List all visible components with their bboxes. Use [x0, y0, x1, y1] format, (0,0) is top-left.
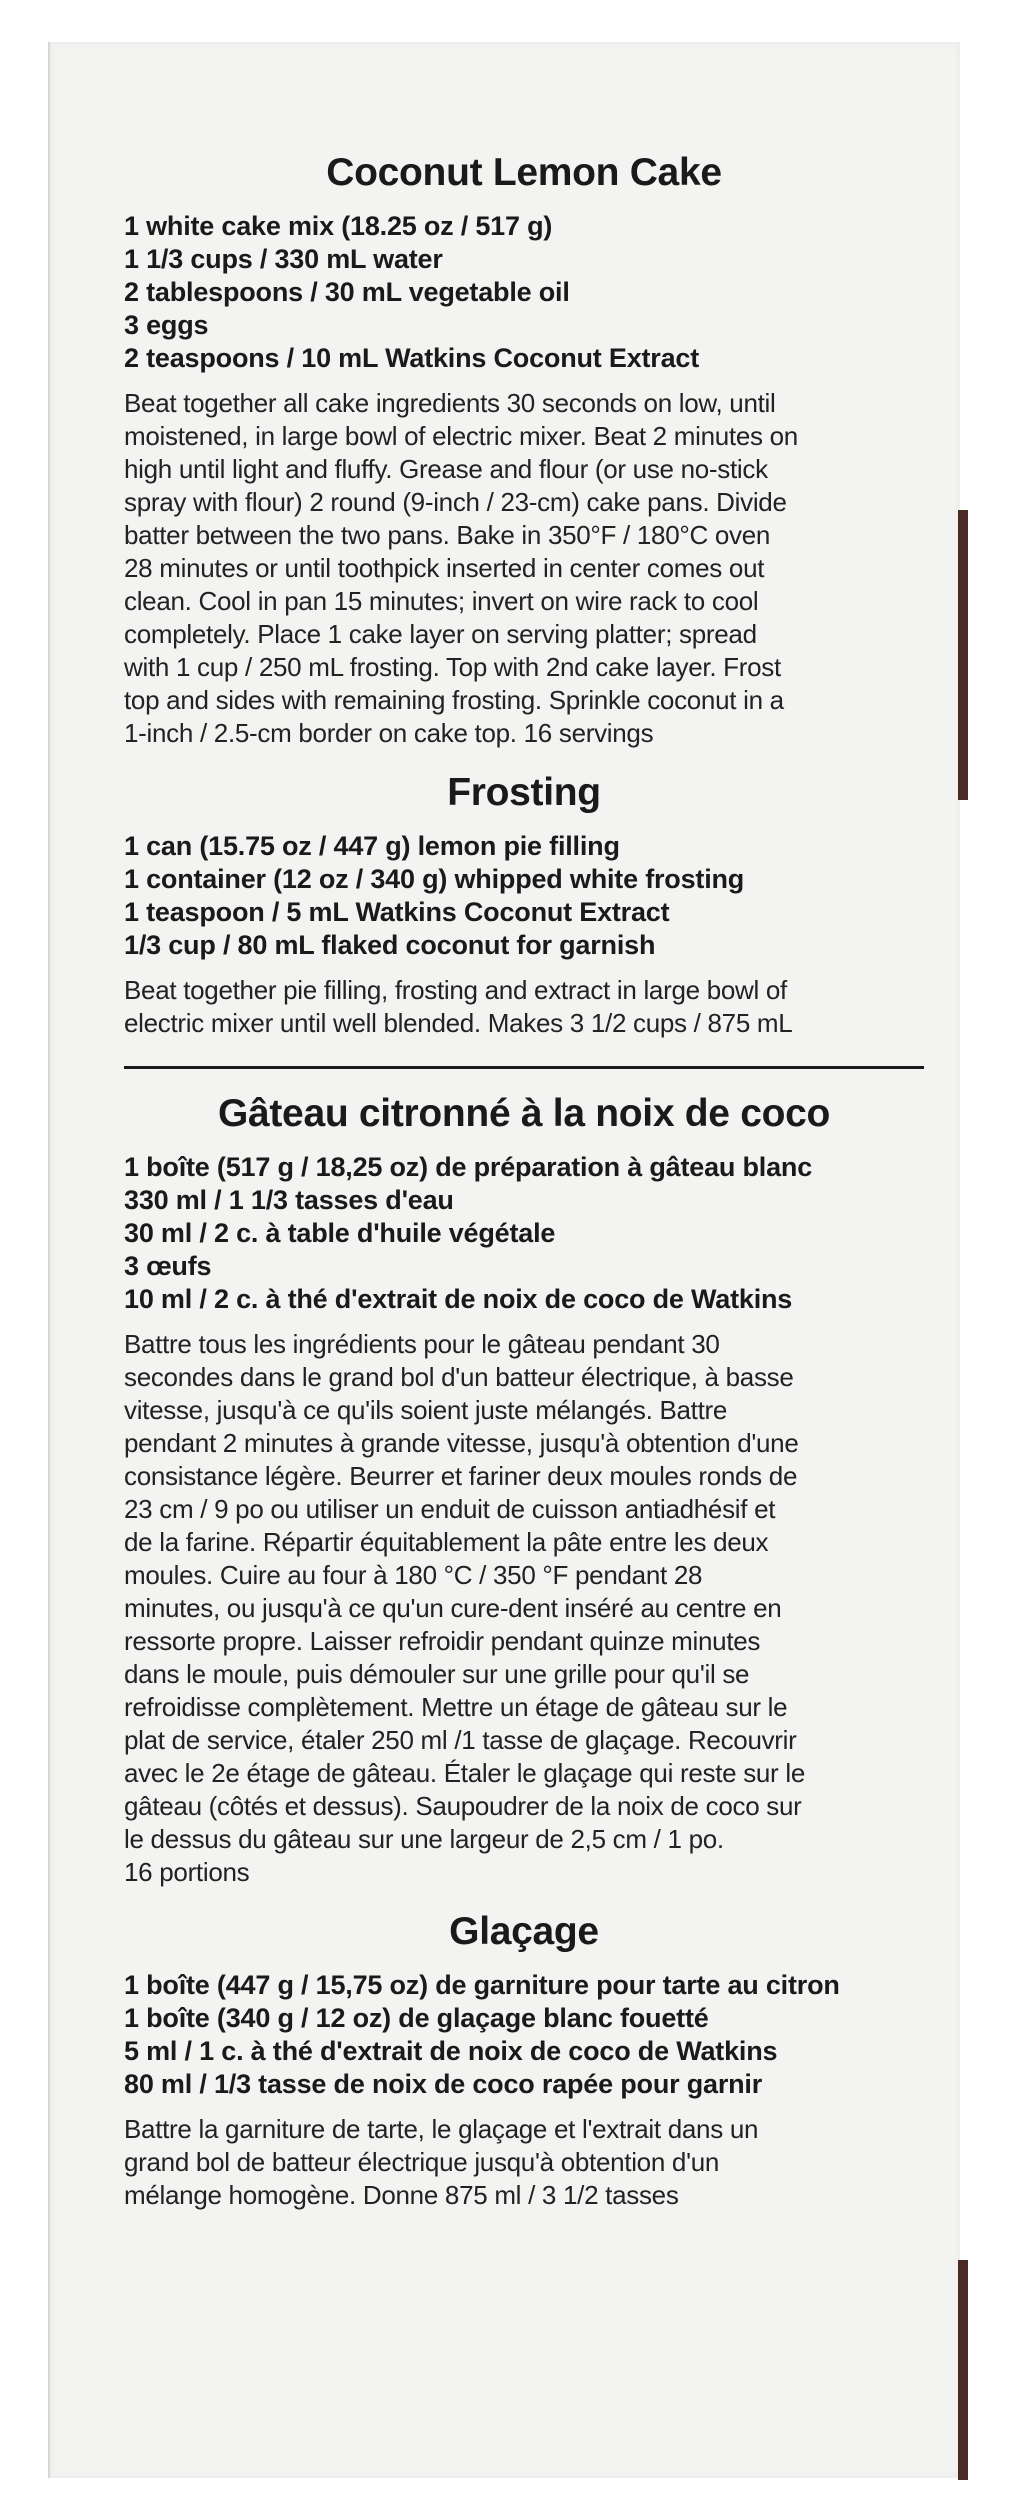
- ingredient: 1 boîte (340 g / 12 oz) de glaçage blanc fouetté: [124, 2003, 709, 2033]
- language-divider: [124, 1066, 924, 1069]
- ingredient: 1 boîte (447 g / 15,75 oz) de garniture pour tarte au citron: [124, 1970, 840, 2000]
- method-line: pendant 2 minutes à grande vitesse, jusqu'à obtention d'une: [124, 1428, 799, 1458]
- method-line: clean. Cool in pan 15 minutes; invert on wire rack to cool: [124, 586, 759, 616]
- ingredient: 1 boîte (517 g / 18,25 oz) de préparation à gâteau blanc: [124, 1152, 813, 1182]
- method-line: mélange homogène. Donne 875 ml / 3 1/2 tasses: [124, 2180, 679, 2210]
- method-line: secondes dans le grand bol d'un batteur électrique, à basse: [124, 1362, 794, 1392]
- ingredient: 3 œufs: [124, 1251, 212, 1281]
- ingredient: 80 ml / 1/3 tasse de noix de coco rapée pour garnir: [124, 2069, 763, 2099]
- ingredient: 2 tablespoons / 30 mL vegetable oil: [124, 277, 570, 307]
- french-frosting-ingredients: [124, 1969, 924, 2101]
- french-frosting-method: [124, 2113, 924, 2212]
- method-line: le dessus du gâteau sur une largeur de 2,5 cm / 1 po.: [124, 1824, 724, 1854]
- english-cake-recipe: [124, 150, 924, 750]
- method-line: Beat together all cake ingredients 30 seconds on low, until: [124, 388, 776, 418]
- french-cake-ingredients: [124, 1151, 924, 1316]
- method-line: 23 cm / 9 po ou utiliser un enduit de cuisson antiadhésif et: [124, 1494, 776, 1524]
- ingredient: 1 can (15.75 oz / 447 g) lemon pie filling: [124, 831, 620, 861]
- ingredient: 1 teaspoon / 5 mL Watkins Coconut Extract: [124, 897, 670, 927]
- ingredient: 330 ml / 1 1/3 tasses d'eau: [124, 1185, 454, 1215]
- method-line: with 1 cup / 250 mL frosting. Top with 2nd cake layer. Frost: [124, 652, 781, 682]
- method-line: refroidisse complètement. Mettre un étage de gâteau sur le: [124, 1692, 788, 1722]
- french-cake-method: [124, 1328, 924, 1889]
- recipe-content: [124, 150, 924, 2212]
- method-line: dans le moule, puis démouler sur une grille pour qu'il se: [124, 1659, 750, 1689]
- ingredient: 1 white cake mix (18.25 oz / 517 g): [124, 211, 553, 241]
- ingredient: 3 eggs: [124, 310, 209, 340]
- box-edge-stripe-top: [958, 510, 968, 800]
- method-line: completely. Place 1 cake layer on serving platter; spread: [124, 619, 757, 649]
- english-cake-title: Coconut Lemon Cake: [326, 151, 722, 194]
- ingredient: 5 ml / 1 c. à thé d'extrait de noix de coco de Watkins: [124, 2036, 778, 2066]
- method-line: Battre la garniture de tarte, le glaçage et l'extrait dans un: [124, 2114, 759, 2144]
- ingredient: 1 1/3 cups / 330 mL water: [124, 244, 443, 274]
- method-line: plat de service, étaler 250 ml /1 tasse de glaçage. Recouvrir: [124, 1725, 797, 1755]
- method-line: 28 minutes or until toothpick inserted in center comes out: [124, 553, 765, 583]
- method-line: gâteau (côtés et dessus). Saupoudrer de la noix de coco sur: [124, 1791, 802, 1821]
- method-line: ressorte propre. Laisser refroidir pendant quinze minutes: [124, 1626, 761, 1656]
- english-frosting-method: [124, 974, 924, 1040]
- ingredient: 1 container (12 oz / 340 g) whipped white frosting: [124, 864, 745, 894]
- french-frosting-recipe: [124, 1909, 924, 2212]
- french-cake-recipe: [124, 1091, 924, 1889]
- english-frosting-ingredients: [124, 830, 924, 962]
- method-line: spray with flour) 2 round (9-inch / 23-cm) cake pans. Divide: [124, 487, 787, 517]
- method-line: vitesse, jusqu'à ce qu'ils soient juste mélangés. Battre: [124, 1395, 728, 1425]
- ingredient: 10 ml / 2 c. à thé d'extrait de noix de coco de Watkins: [124, 1284, 793, 1314]
- english-frosting-title: Frosting: [447, 771, 601, 814]
- method-line: moules. Cuire au four à 180 °C / 350 °F pendant 28: [124, 1560, 703, 1590]
- english-cake-ingredients: [124, 210, 924, 375]
- method-line: 16 portions: [124, 1857, 250, 1887]
- english-frosting-recipe: [124, 770, 924, 1040]
- method-line: grand bol de batteur électrique jusqu'à obtention d'un: [124, 2147, 720, 2177]
- method-line: consistance légère. Beurrer et fariner deux moules ronds de: [124, 1461, 798, 1491]
- french-frosting-title: Glaçage: [449, 1910, 599, 1953]
- method-line: Battre tous les ingrédients pour le gâteau pendant 30: [124, 1329, 720, 1359]
- method-line: Beat together pie filling, frosting and extract in large bowl of: [124, 975, 787, 1005]
- box-edge-stripe-bottom: [958, 2260, 968, 2480]
- method-line: de la farine. Répartir équitablement la pâte entre les deux: [124, 1527, 769, 1557]
- ingredient: 1/3 cup / 80 mL flaked coconut for garnish: [124, 930, 656, 960]
- french-cake-title: Gâteau citronné à la noix de coco: [217, 1092, 831, 1135]
- spacer: [124, 750, 924, 770]
- method-line: high until light and fluffy. Grease and flour (or use no-stick: [124, 454, 768, 484]
- ingredient: 2 teaspoons / 10 mL Watkins Coconut Extract: [124, 343, 700, 373]
- method-line: top and sides with remaining frosting. Sprinkle coconut in a: [124, 685, 784, 715]
- method-line: moistened, in large bowl of electric mixer. Beat 2 minutes on: [124, 421, 798, 451]
- ingredient: 30 ml / 2 c. à table d'huile végétale: [124, 1218, 556, 1248]
- method-line: batter between the two pans. Bake in 350°F / 180°C oven: [124, 520, 771, 550]
- method-line: electric mixer until well blended. Makes 3 1/2 cups / 875 mL: [124, 1008, 793, 1038]
- spacer: [124, 1889, 924, 1909]
- english-cake-method: [124, 387, 924, 750]
- method-line: 1-inch / 2.5-cm border on cake top. 16 servings: [124, 718, 654, 748]
- method-line: avec le 2e étage de gâteau. Étaler le glaçage qui reste sur le: [124, 1758, 805, 1788]
- method-line: minutes, ou jusqu'à ce qu'un cure-dent inséré au centre en: [124, 1593, 782, 1623]
